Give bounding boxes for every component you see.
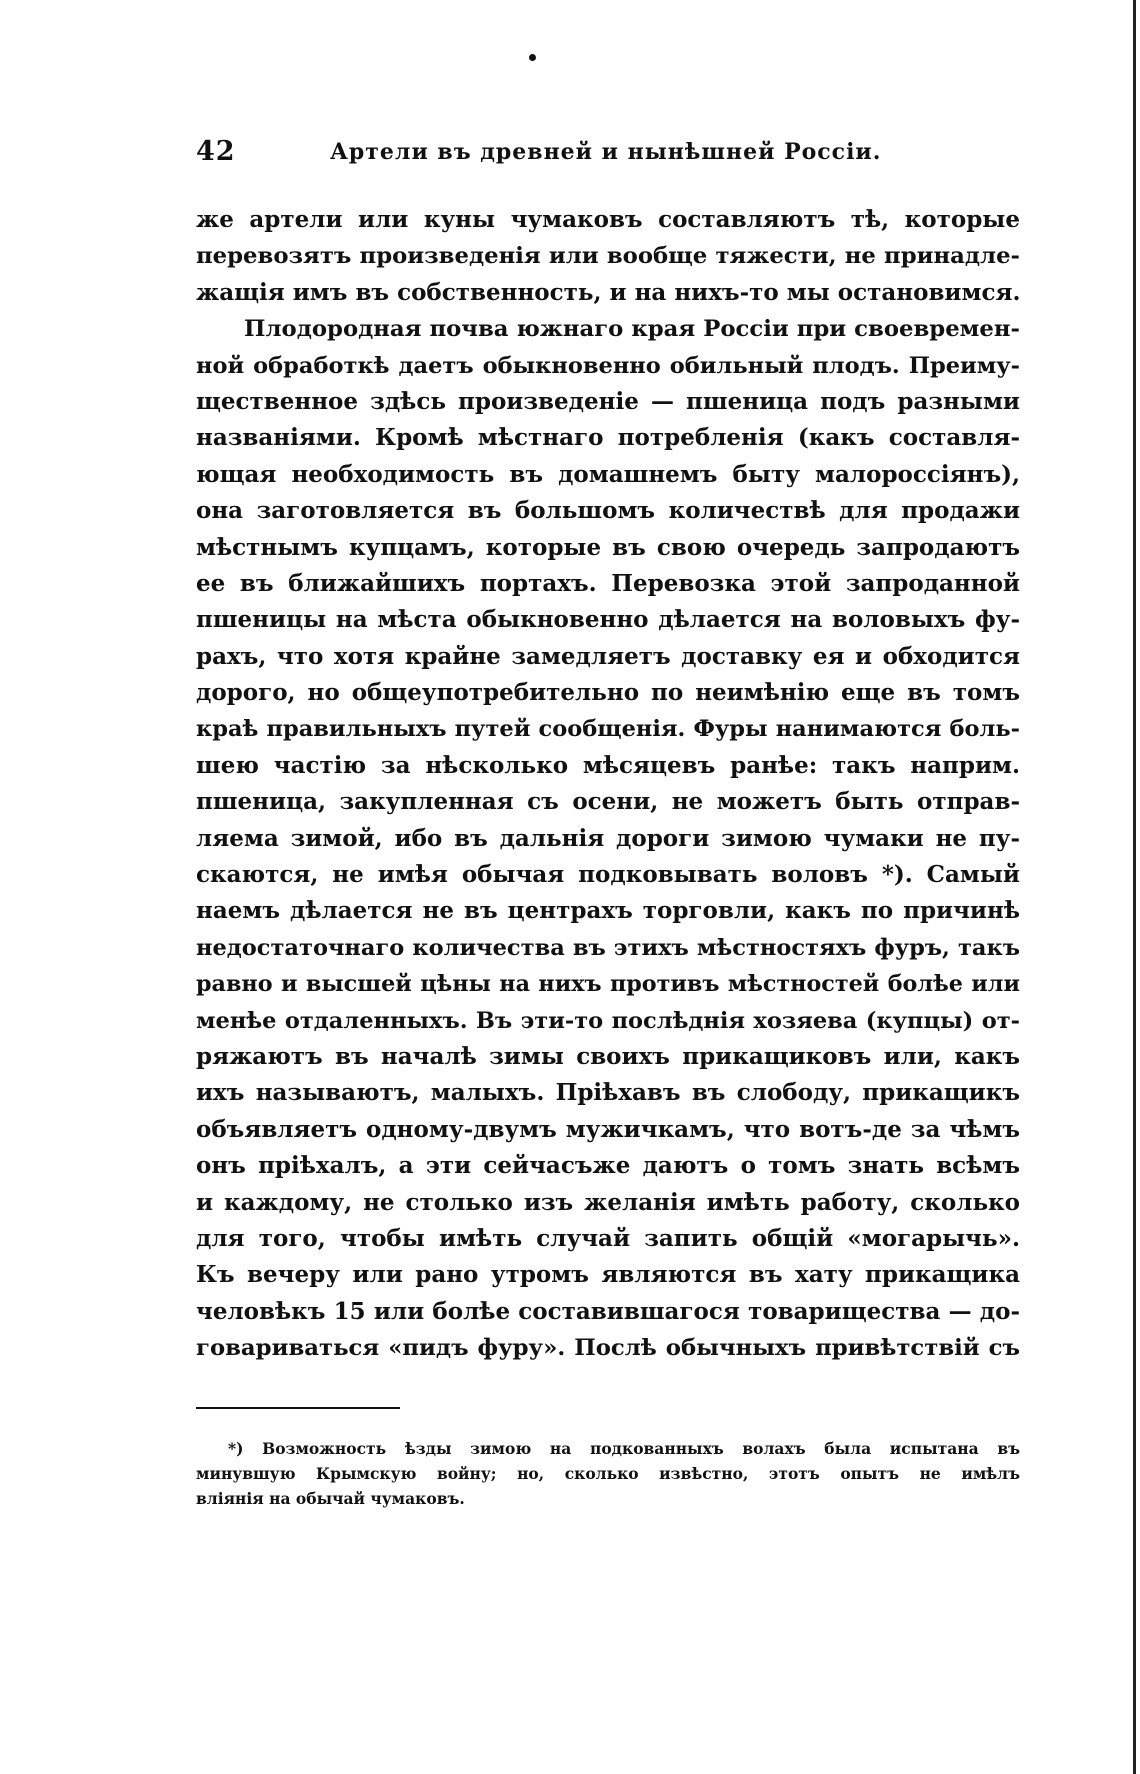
page-edge-shadow — [1133, 0, 1136, 1774]
text-line: недостаточнаго количества въ этихъ мѣстностяхъ фуръ, такъ — [196, 934, 1020, 961]
text-line: ной обработкѣ даетъ обыкновенно обильный плодъ. Преиму- — [196, 352, 1020, 379]
page-header — [196, 136, 1026, 176]
text-line: ряжаютъ въ началѣ зимы своихъ прикащиковъ или, какъ — [196, 1042, 1020, 1070]
text-line: говариваться «пидъ фуру». Послѣ обычныхъ привѣтствій съ — [196, 1335, 1020, 1362]
text-line: Плодородная почва южнаго края Россіи при своевремен- — [244, 316, 1020, 343]
page-number: 42 — [196, 136, 236, 167]
running-title: Артели въ древней и нынѣшней Россіи. — [330, 139, 882, 165]
text-line: мѣстнымъ купцамъ, которые въ свою очередь запродаютъ — [196, 533, 1020, 561]
text-line: для того, чтобы имѣть случай запить общій «могарычь». — [196, 1224, 1020, 1252]
text-line: она заготовляется въ большомъ количествѣ для продажи — [196, 497, 1020, 525]
text-line: человѣкъ 15 или болѣе составившагося товарищества — до- — [196, 1297, 1020, 1325]
text-line: и каждому, не столько изъ желанія имѣть работу, сколько — [196, 1188, 1020, 1216]
footnote-line: *) Возможность ѣзды зимою на подкованныхъ волахъ была испытана въ — [228, 1439, 1020, 1458]
text-line: онъ пріѣхалъ, а эти сейчасъже даютъ о томъ знать всѣмъ — [196, 1152, 1020, 1180]
text-line: щественное здѣсь произведеніе — пшеница подъ разными — [196, 387, 1020, 415]
text-line: скаются, не имѣя обычая подковывать воловъ *). Самый — [196, 861, 1020, 889]
text-line: равно и высшей цѣны на нихъ противъ мѣстностей болѣе или — [196, 971, 1020, 998]
text-line: шею частію за нѣсколько мѣсяцевъ ранѣе: такъ наприм. — [196, 751, 1020, 779]
text-line: пшеница, закупленная съ осени, не можетъ быть отправ- — [196, 788, 1020, 816]
text-line: ющая необходимость въ домашнемъ быту малороссіянъ), — [196, 460, 1020, 488]
text-line: ее въ ближайшихъ портахъ. Перевозка этой запроданной — [196, 569, 1020, 597]
text-line: ихъ называютъ, малыхъ. Пріѣхавъ въ слободу, прикащикъ — [196, 1079, 1020, 1107]
text-line: менѣе отдаленныхъ. Въ эти-то послѣднія хозяева (купцы) от- — [196, 1007, 1020, 1034]
text-line: перевозятъ произведенія или вообще тяжести, не принадле- — [196, 243, 1020, 270]
text-line: рахъ, что хотя крайне замедляетъ доставку ея и обходится — [196, 642, 1020, 670]
text-line: жащія имъ въ собственность, и на нихъ-то мы остановимся. — [196, 278, 1021, 306]
footnote-separator — [196, 1407, 400, 1409]
text-line: краѣ правильныхъ путей сообщенія. Фуры нанимаются боль- — [196, 716, 1020, 743]
text-line: Къ вечеру или рано утромъ являются въ хату прикащика — [196, 1261, 1020, 1289]
footnote — [196, 1436, 1020, 1511]
text-line: ляема зимой, ибо въ дальнія дороги зимою чумаки не пу- — [196, 824, 1020, 852]
text-line: же артели или куны чумаковъ составляютъ тѣ, которые — [196, 206, 1020, 233]
text-line: наемъ дѣлается не въ центрахъ торговли, какъ по причинѣ — [196, 897, 1020, 925]
body-text — [196, 202, 1020, 1367]
text-line: объявляетъ одному-двумъ мужичкамъ, что вотъ-де за чѣмъ — [196, 1115, 1020, 1143]
footnote-line: минувшую Крымскую войну; но, сколько извѣстно, этотъ опытъ не имѣлъ — [196, 1464, 1020, 1483]
text-line: пшеницы на мѣста обыкновенно дѣлается на воловыхъ фу- — [196, 606, 1020, 634]
footnote-line: вліянія на обычай чумаковъ. — [196, 1489, 465, 1508]
text-line: названіями. Кромѣ мѣстнаго потребленія (какъ составля- — [196, 424, 1020, 452]
printer-mark-dot — [529, 54, 536, 61]
text-line: дорого, но общеупотребительно по неимѣнію еще въ томъ — [196, 679, 1020, 707]
